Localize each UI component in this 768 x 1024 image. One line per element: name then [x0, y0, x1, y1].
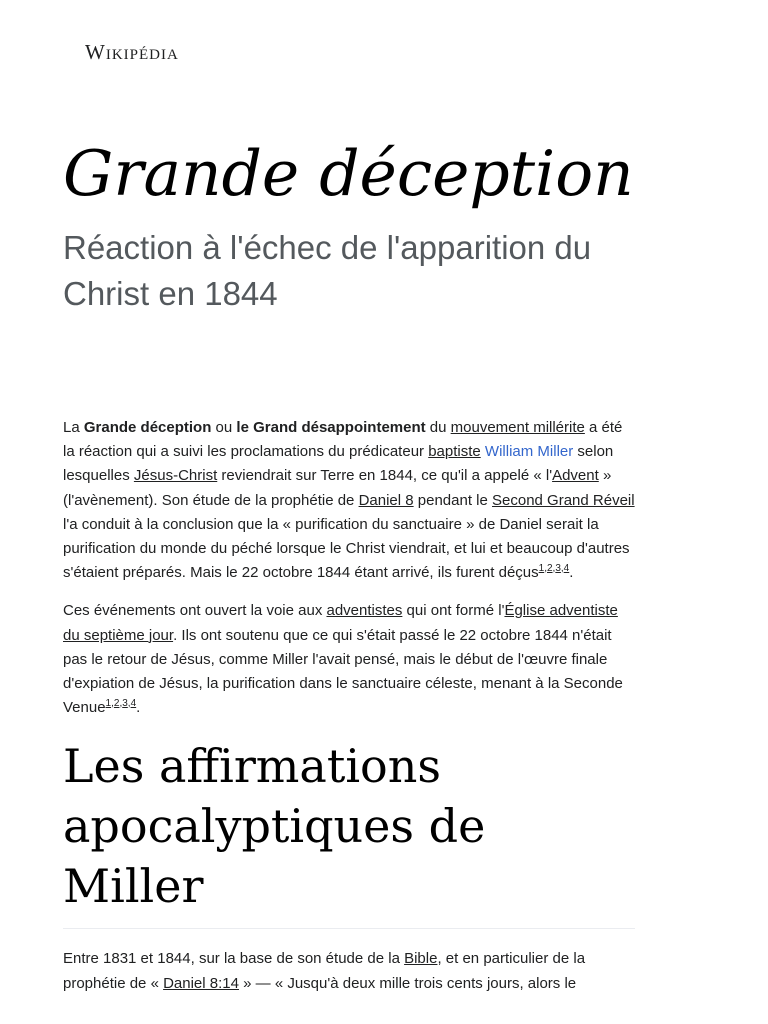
- paragraph-adventistes: [63, 599, 635, 720]
- link-mouvement-millerite[interactable]: mouvement millérite: [450, 419, 585, 436]
- text: . Ils ont soutenu que ce qui s'était passé le 22 octobre 1844 n'était pas le retour de Jésus, comme Miller l'avait pensé, mais le début de l'œuvre finale d'expiation de Jésus, la purification dans le sanctuaire céleste, menant à la Seconde Venue: [63, 626, 623, 717]
- bold-term: Grande déception: [83, 419, 212, 436]
- link-jesus-christ[interactable]: Jésus-Christ: [133, 467, 218, 485]
- link-bible[interactable]: Bible: [404, 950, 438, 968]
- link-baptiste[interactable]: baptiste: [428, 443, 481, 461]
- text: a été la réaction qui a suivi les proclamations du prédicateur: [63, 419, 623, 461]
- text: selon lesquelles: [63, 443, 614, 485]
- text: .: [569, 564, 574, 582]
- link-daniel-8[interactable]: Daniel 8: [358, 491, 414, 509]
- page-title: Grande déception: [63, 137, 634, 210]
- reference-link[interactable]: 2: [113, 698, 120, 710]
- reference-link[interactable]: 1: [538, 563, 545, 575]
- section-heading: Les affirmations apocalyptiques de Miller: [63, 736, 635, 929]
- reference-link[interactable]: 3: [122, 698, 128, 710]
- article-content: [63, 416, 635, 1010]
- text: La: [63, 419, 84, 436]
- bold-term: le Grand désappointement: [236, 419, 426, 436]
- reference-link[interactable]: 3: [555, 563, 561, 575]
- text: Entre 1831 et 1844, sur la base de son étude de la: [63, 950, 405, 968]
- reference-group: 1,2,3,4: [105, 698, 137, 710]
- text: l'a conduit à la conclusion que la « purification du sanctuaire » de Daniel serait la purification du monde du péché lorsque le Christ viendrait, et lui et beaucoup d'autres s'étaient préparés. Mais le 22 octobre 1844 étant arrivé, ils furent déçus: [63, 515, 630, 582]
- reference-group: 1,2,3,4: [538, 563, 570, 575]
- text: qui ont formé l': [402, 602, 505, 620]
- wikipedia-logo[interactable]: Wikipédia: [85, 40, 179, 64]
- paragraph-section: [63, 947, 635, 995]
- text: ou: [211, 419, 237, 436]
- text: reviendrait sur Terre en 1844, ce qu'il a appelé « l': [217, 467, 553, 485]
- link-william-miller[interactable]: William Miller: [484, 443, 574, 461]
- text: .: [136, 699, 141, 717]
- link-eglise-adventiste[interactable]: Église adventiste du septième jour: [63, 602, 618, 644]
- link-second-grand-reveil[interactable]: Second Grand Réveil: [492, 491, 635, 509]
- link-daniel-8-14[interactable]: Daniel 8:14: [163, 974, 239, 992]
- reference-link[interactable]: 2: [546, 563, 553, 575]
- reference-link[interactable]: 1: [105, 698, 112, 710]
- text: Ces événements ont ouvert la voie aux: [63, 602, 327, 620]
- reference-link[interactable]: 4: [130, 698, 137, 710]
- link-adventistes[interactable]: adventistes: [326, 602, 403, 620]
- text: » (l'avènement). Son étude de la prophétie de: [63, 467, 612, 509]
- page-subtitle: Réaction à l'échec de l'apparition du Christ en 1844: [63, 229, 592, 312]
- text: , et en particulier de la prophétie de «: [63, 950, 586, 992]
- text: pendant le: [413, 491, 493, 509]
- reference-link[interactable]: 4: [563, 563, 570, 575]
- paragraph-intro: [63, 416, 635, 585]
- text: du: [425, 419, 451, 436]
- link-advent[interactable]: Advent: [552, 467, 599, 485]
- text: » — « Jusqu'à deux mille trois cents jours, alors le: [238, 974, 577, 992]
